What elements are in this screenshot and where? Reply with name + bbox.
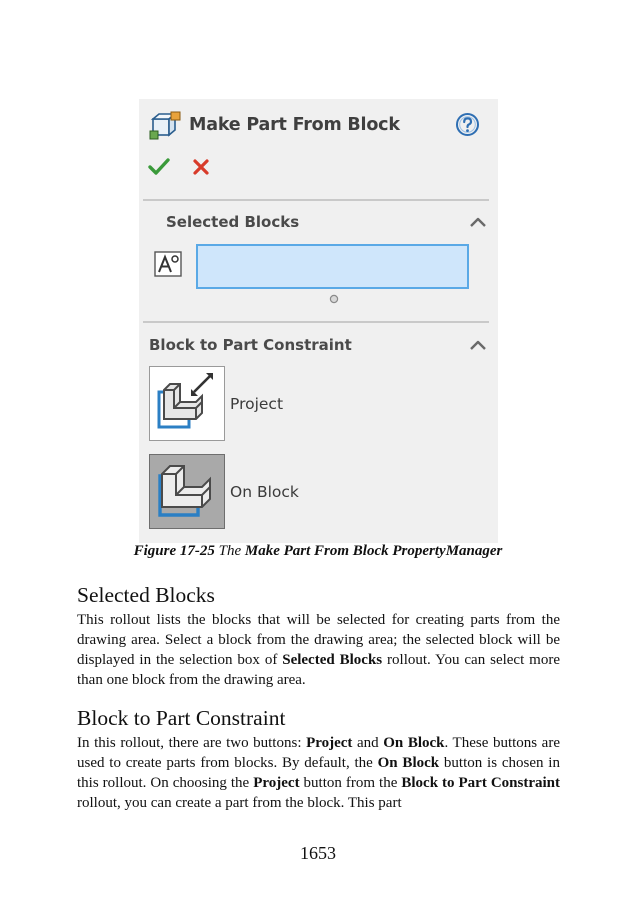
bold-term: On Block: [377, 755, 440, 771]
caption-name: Make Part From Block PropertyManager: [244, 543, 503, 559]
resize-handle-icon[interactable]: [329, 294, 339, 304]
bold-term: Selected Blocks: [282, 652, 383, 668]
figure-caption: [0, 543, 636, 560]
paragraph-text: rollout, you can create a part from the block. This part: [77, 795, 402, 811]
paragraph-text: rollout. You can select more than one block from the drawing area.: [77, 652, 560, 688]
bold-term: Project: [253, 775, 300, 791]
project-constraint-icon: [150, 367, 224, 440]
block-icon: [154, 251, 182, 277]
selected-blocks-selection-box[interactable]: [196, 244, 469, 289]
divider: [143, 199, 489, 201]
block-to-part-constraint-rollout-title[interactable]: Block to Part Constraint: [149, 336, 352, 354]
paragraph-text: button is chosen in this rollout. On choosing the: [77, 755, 560, 791]
paragraph-text: and: [352, 735, 384, 751]
paragraph-text: button from the: [299, 775, 402, 791]
section-heading-block-to-part-constraint: Block to Part Constraint: [77, 706, 286, 730]
paragraph-selected-blocks: [77, 610, 560, 690]
bold-term: Project: [306, 735, 353, 751]
on-block-label: On Block: [230, 483, 299, 501]
project-button[interactable]: [149, 366, 225, 441]
propertymanager-title: Make Part From Block: [189, 115, 400, 135]
paragraph-block-to-part-constraint: [77, 733, 560, 813]
propertymanager-header: [149, 111, 489, 141]
on-block-button[interactable]: [149, 454, 225, 529]
divider: [143, 321, 489, 323]
page-number: 1653: [300, 843, 336, 863]
paragraph-text: This rollout lists the blocks that will be selected for creating parts from the drawing area. Select a block from the drawing area; the selected block will be displayed in the selection box of: [77, 612, 560, 668]
selected-blocks-rollout-title[interactable]: Selected Blocks: [166, 213, 300, 231]
help-icon[interactable]: [455, 112, 480, 137]
make-part-from-block-propertymanager: [139, 99, 498, 543]
on-block-constraint-icon: [150, 455, 224, 528]
cancel-x-icon[interactable]: [191, 157, 211, 177]
paragraph-text: In this rollout, there are two buttons:: [77, 735, 307, 751]
section-heading-selected-blocks: Selected Blocks: [77, 583, 215, 607]
caption-label: Figure 17-25: [133, 543, 215, 559]
paragraph-text: . These buttons are used to create parts from blocks. By default, the: [77, 735, 560, 771]
bold-term: On Block: [383, 735, 445, 751]
bold-term: Block to Part Constraint: [401, 775, 560, 791]
project-label: Project: [230, 395, 284, 413]
make-part-from-block-icon: [149, 111, 181, 141]
caption-the: The: [218, 543, 242, 559]
chevron-up-icon[interactable]: [469, 216, 487, 228]
ok-check-icon[interactable]: [147, 156, 171, 178]
chevron-up-icon[interactable]: [469, 339, 487, 351]
